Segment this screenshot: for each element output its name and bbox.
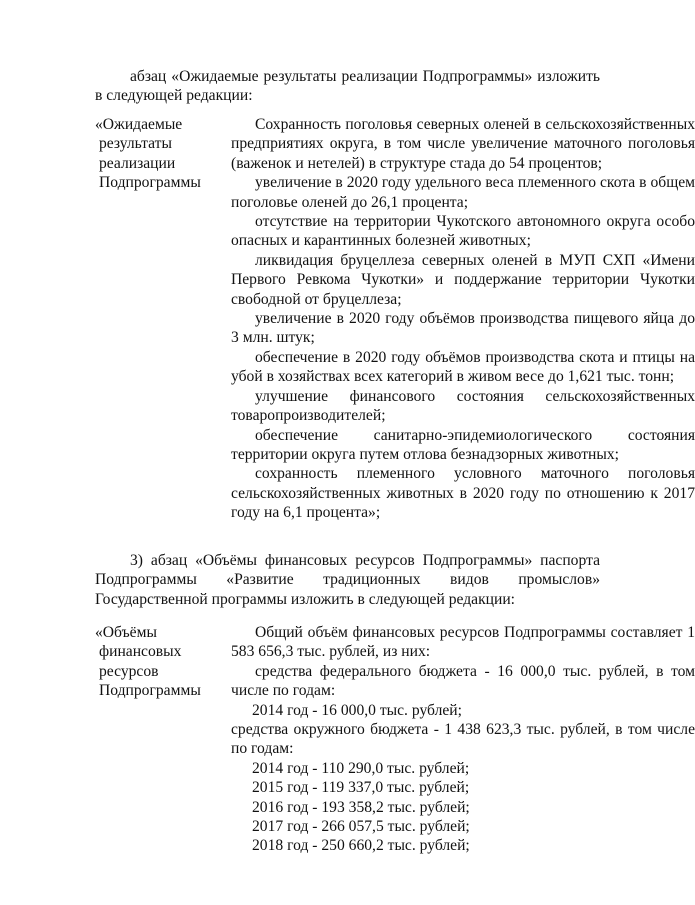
regional-year-item: 2018 год - 250 660,2 тыс. рублей; <box>252 837 470 855</box>
result-item: обеспечение санитарно-эпидемиологического состояния территории округа путем отлова безнадзорных животных; <box>231 426 695 463</box>
expected-results-label <box>95 115 220 193</box>
label-line: результаты <box>99 135 172 153</box>
regional-year-item: 2017 год - 266 057,5 тыс. рублей; <box>252 818 470 836</box>
result-item: улучшение финансового состояния сельскохозяйственных товаропроизводителей; <box>231 387 695 425</box>
intro-paragraph-2: 3) абзац «Объёмы финансовых ресурсов Подпрограммы» паспорта Подпрограммы «Развитие традиционных видов промыслов» Государственной программы изложить в следующей редакции: <box>95 552 600 608</box>
federal-year-item: 2014 год - 16 000,0 тыс. рублей; <box>252 701 462 719</box>
result-item: сохранность племенного условного маточного поголовья сельскохозяйственных животных в 2020 году по отношению к 2017 году на 6,1 процента»; <box>231 465 695 522</box>
label-line: «Ожидаемые <box>95 116 183 133</box>
label-line: ресурсов <box>99 662 159 680</box>
result-item: увеличение в 2020 году удельного веса племенного скота в общем поголовье оленей до 26,1 процента; <box>231 174 695 211</box>
regional-year-item: 2015 год - 119 337,0 тыс. рублей; <box>252 779 470 797</box>
result-item: обеспечение в 2020 году объёмов производства скота и птицы на убой в хозяйствах всех категорий в живом весе до 1,621 тыс. тонн; <box>231 348 695 386</box>
result-item: отсутствие на территории Чукотского автономного округа особо опасных и карантинных болезней животных; <box>231 213 695 250</box>
total-amount: Общий объём финансовых ресурсов Подпрограммы составляет 1 583 656,3 тыс. рублей, из них: <box>231 624 695 661</box>
label-line: Подпрограммы <box>99 174 201 192</box>
label-line: «Объёмы <box>95 624 157 641</box>
result-item: увеличение в 2020 году объёмов производства пищевого яйца до 3 млн. штук; <box>231 310 695 347</box>
financial-resources-content <box>231 623 695 856</box>
result-item: Сохранность поголовья северных оленей в сельскохозяйственных предприятиях округа, в том числе увеличение маточного поголовья (важенок и нетелей) в структуре стада до 54 процентов; <box>231 116 695 172</box>
federal-budget: средства федерального бюджета - 16 000,0 тыс. рублей, в том числе по годам: <box>231 662 695 700</box>
intro-paragraph-1: абзац «Ожидаемые результаты реализации Подпрограммы» изложить в следующей редакции: <box>95 68 600 105</box>
label-line: реализации <box>99 154 176 172</box>
result-item: ликвидация бруцеллеза северных оленей в МУП СХП «Имени Первого Ревкома Чукотки» и поддержание территории Чукотки свободной от бруцеллеза; <box>231 251 695 308</box>
label-line: Подпрограммы <box>99 682 201 700</box>
regional-year-item: 2016 год - 193 358,2 тыс. рублей; <box>252 798 470 816</box>
label-line: финансовых <box>99 643 182 661</box>
regional-budget: средства окружного бюджета - 1 438 623,3 тыс. рублей, в том числе по годам: <box>231 721 695 758</box>
regional-year-item: 2014 год - 110 290,0 тыс. рублей; <box>252 759 470 777</box>
expected-results-content <box>231 115 695 523</box>
financial-resources-label <box>95 623 220 701</box>
